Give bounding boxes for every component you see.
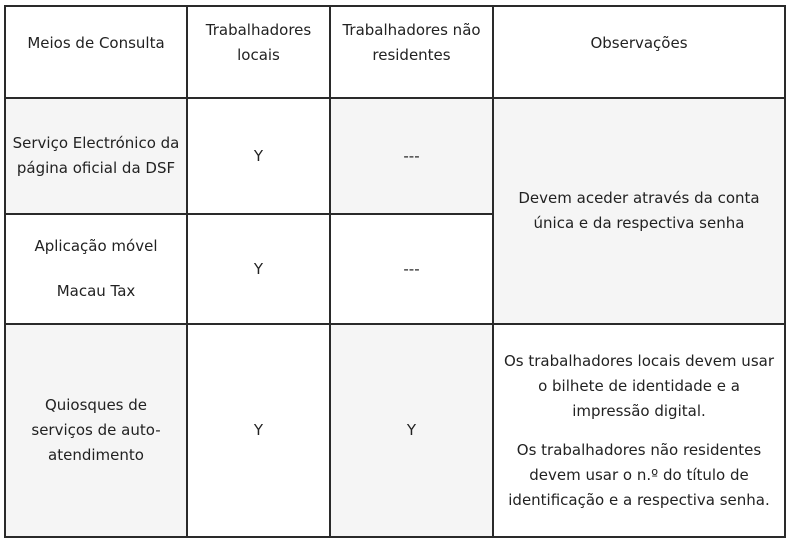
cell-text: Quiosques de serviços de auto-atendimento: [31, 396, 161, 464]
header-trabalhadores-locais: [187, 6, 330, 98]
cell-text: Macau Tax: [56, 282, 136, 300]
cell-text: Y: [253, 146, 264, 165]
header-label: Trabalhadores locais: [205, 21, 312, 64]
cell-meio: [5, 324, 187, 537]
table-row: [5, 324, 785, 537]
cell-locais: [187, 214, 330, 324]
header-label: Trabalhadores não residentes: [342, 21, 481, 64]
cell-locais: [187, 324, 330, 537]
cell-text: Y: [253, 421, 264, 439]
cell-meio: [5, 98, 187, 214]
cell-text: Y: [406, 421, 417, 439]
cell-locais: [187, 98, 330, 214]
cell-meio: [5, 214, 187, 324]
cell-observacoes: [493, 324, 785, 537]
header-label: Observações: [590, 34, 688, 52]
cell-text: Y: [253, 259, 264, 278]
cell-text: ---: [403, 146, 420, 165]
cell-text: Os trabalhadores locais devem usar o bilhete de identidade e a impressão digital.: [503, 351, 774, 420]
table-row: [5, 98, 785, 214]
cell-text: Os trabalhadores não residentes devem usar o n.º do título de identificação e a respectiva senha.: [508, 440, 770, 509]
table-header-row: [5, 6, 785, 98]
header-label: Meios de Consulta: [27, 34, 165, 52]
cell-text: Serviço Electrónico da página oficial da DSF: [12, 134, 180, 177]
cell-nao-residentes: [330, 214, 493, 324]
cell-nao-residentes: [330, 324, 493, 537]
consultation-methods-table: [4, 5, 786, 538]
cell-observacoes: [493, 98, 785, 324]
cell-text: Aplicação móvel: [34, 237, 158, 255]
cell-text: Devem aceder através da conta única e da respectiva senha: [518, 189, 760, 232]
cell-nao-residentes: [330, 98, 493, 214]
cell-text: ---: [403, 259, 420, 278]
header-trabalhadores-nao-residentes: [330, 6, 493, 98]
header-meios-de-consulta: [5, 6, 187, 98]
header-observacoes: [493, 6, 785, 98]
